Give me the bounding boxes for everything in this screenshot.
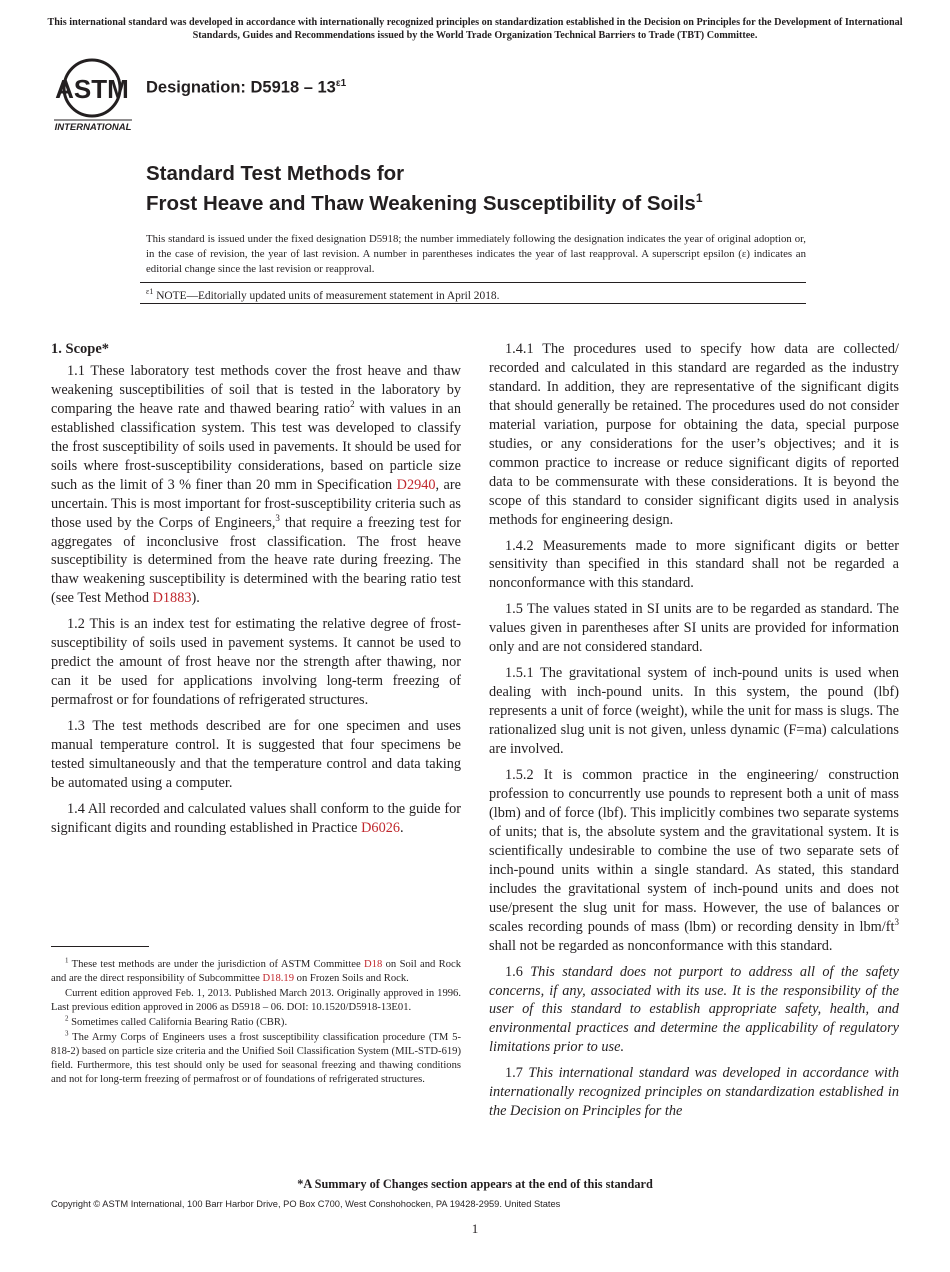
title-line-2-text: Frost Heave and Thaw Weakening Susceptibility of Soils: [146, 191, 696, 215]
page-number: 1: [471, 1221, 479, 1236]
text: , are uncertain. This is most important for frost-susceptibility criteria such as those used by the Corps of Engineers,: [51, 476, 461, 531]
footnote-number: 2: [65, 1014, 69, 1023]
note-rule-bottom: [140, 303, 806, 304]
text: on Soil and Rock and are the direct responsibility of Subcommittee: [51, 959, 461, 985]
footnote-number: 3: [65, 1029, 69, 1038]
footnote-ref-2: 2: [350, 399, 355, 410]
link-d6026[interactable]: D6026: [361, 819, 401, 836]
link-d18[interactable]: D18: [364, 959, 383, 970]
title-line-1: Standard Test Methods for: [146, 162, 405, 185]
paragraph-1-6: [489, 963, 899, 1058]
astm-logo: [52, 58, 136, 134]
paragraph-1-3: 1.3 The test methods described are for one specimen and uses manual temperature control. It is suggested that four specimens be tested simultaneously and that the temperature control and data taking be automated using a computer.: [51, 718, 461, 791]
title-line-2: [146, 186, 703, 216]
text: on Frozen Soils and Rock.: [294, 973, 409, 985]
note-rule-top: [140, 282, 806, 283]
footnote-3: [51, 1031, 461, 1087]
clause-number: 1.7: [505, 1065, 529, 1082]
paragraph-1-7: [489, 1064, 899, 1121]
edition-note: Current edition approved Feb. 1, 2013. Published March 2013. Originally approved in 1996. Last previous edition approved in 2006 as D5918 – 06. DOI: 10.1520/D5918-13E01.: [51, 988, 461, 1014]
text: The Army Corps of Engineers uses a frost susceptibility classification procedure (TM 5-818-2) based on particle size criteria and the Unified Soil Classification System (MIL-STD-619) field. Furthermore, this test should only be used for seasonal freezing and thawing conditions and not for long-term freezing of permafrost or of foundations of refrigerated structures.: [51, 1032, 461, 1086]
paragraph-1-4: [51, 800, 461, 838]
paragraph-1-2: 1.2 This is an index test for estimating the relative degree of frost-susceptibility of soils used in pavement systems. It cannot be used to predict the amount of frost heave nor the strength after thawing, nor can it be used for applications involving long-term freezing of permafrost or for foundations of refrigerated structures.: [51, 616, 461, 709]
logo-subtext: INTERNATIONAL: [54, 122, 132, 133]
editorial-note-text: NOTE—Editorially updated units of measurement statement in April 2018.: [153, 289, 500, 302]
issued-note: This standard is issued under the fixed designation D5918; the number immediately following the designation indicates the year of original adoption or, in the case of revision, the year of last revision. A number in parentheses indicates the year of last reapproval. A superscript epsilon (ε) indicates an editorial change since the last revision or reapproval.: [146, 233, 806, 275]
footnote-rule: [51, 946, 149, 947]
section-heading-scope: 1. Scope*: [51, 341, 109, 357]
designation-epsilon: ε1: [335, 78, 347, 89]
paragraph-1-5: 1.5 The values stated in SI units are to be regarded as standard. The values given in parentheses after SI units are provided for information only and are not considered standard.: [489, 601, 899, 656]
paragraph-1-4-2: 1.4.2 Measurements made to more significant digits or better sensitivity than specified in this standard shall not be regarded a nonconformance with this standard.: [489, 537, 899, 592]
logo-text: ASTM: [55, 74, 129, 104]
text: 1.4 All recorded and calculated values shall conform to the guide for significant digits and rounding established in Practice: [51, 800, 461, 836]
superscript-3: 3: [894, 916, 899, 927]
wto-statement: This international standard was developed in accordance with internationally recognized principles on standardization established in the Decision on Principles for the: [489, 1065, 899, 1120]
designation: [146, 78, 346, 98]
link-d1883[interactable]: D1883: [152, 590, 192, 607]
footnote-2: [51, 1016, 461, 1030]
text: These test methods are under the jurisdiction of ASTM Committee: [68, 959, 365, 970]
text: shall not be regarded as nonconformance with this standard.: [489, 937, 833, 954]
paragraph-1-5-1: 1.5.1 The gravitational system of inch-pound units is used when dealing with inch-pound units. In this system, the pound (lbf) represents a unit of force (weight), while the unit for mass is slugs. The rationalized slug unit is not given, unless dynamic (F=ma) calculations are involved.: [489, 665, 899, 758]
top-notice: This international standard was developed in accordance with internationally recognized principles on standardization established in the Decision on Principles for the Development of International Standards, Guides and Recommendations issued by the World Trade Organization Technical Barriers to Trade (TBT) Committee.: [47, 17, 903, 41]
clause-number: 1.6: [505, 963, 531, 980]
editorial-note: [146, 287, 499, 302]
paragraph-1-5-2: [489, 766, 899, 956]
page-title: [146, 161, 703, 216]
copyright: Copyright © ASTM International, 100 Barr Harbor Drive, PO Box C700, West Conshohocken, PA 19428-2959. United States: [51, 1199, 561, 1209]
footnote-number: 1: [65, 956, 69, 965]
link-d18-19[interactable]: D18.19: [262, 973, 295, 985]
text: with values in an established classification system. This test was developed to classify the frost susceptibility of soils used in pavements. It should be used for soils where frost-susceptibility considerations, based on particle size such as the limit of 3 % finer than 20 mm in Specification: [51, 400, 461, 493]
editorial-epsilon: ε1: [146, 287, 154, 296]
left-column: [51, 340, 461, 845]
text: that require a freezing test for aggregates of inconclusive frost classification. The frost heave susceptibility is determined from the heave rate during freezing. The thaw weakening susceptibility is determined with the bearing ratio test (see Test Method: [51, 514, 461, 607]
right-column: [489, 340, 899, 1128]
safety-statement: This standard does not purport to address all of the safety concerns, if any, associated with its use. It is the responsibility of the user of this standard to establish appropriate safety, health, and environmental practices and determine the applicability of regulatory limitations prior to use.: [489, 963, 899, 1056]
text: 1.1 These laboratory test methods cover the frost heave and thaw weakening susceptibilities of soil that is tested in the laboratory by comparing the heave rate and thawed bearing ratio: [51, 362, 461, 417]
footnote-1: [51, 958, 461, 986]
footnotes: [51, 958, 461, 1088]
paragraph-1-1: [51, 362, 461, 608]
title-footnote-ref: 1: [695, 191, 703, 205]
text: .: [400, 819, 404, 836]
text: 1.5.2 It is common practice in the engineering/ construction profession to concurrently use pounds to represent both a unit of mass (lbm) and of force (lbf). This implicitly combines two separate systems of units; that is, the absolute system and the gravitational system. It is scientifically undesirable to combine the use of two separate sets of inch-pound units within a single standard. As stated, this standard includes the gravitational system of inch-pound units and does not use/present the slug unit for mass. However, the use of balances or scales recording pounds of mass (lbm) or recording density in lbm/ft: [489, 767, 899, 935]
footnote-ref-3: 3: [275, 512, 280, 523]
text: Sometimes called California Bearing Ratio (CBR).: [68, 1017, 288, 1029]
text: ).: [191, 590, 200, 607]
designation-label: Designation: D5918 – 13: [146, 78, 336, 97]
link-d2940[interactable]: D2940: [396, 476, 436, 493]
paragraph-1-4-1: 1.4.1 The procedures used to specify how data are collected/ recorded and calculated in this standard are regarded as the industry standard. In addition, they are representative of the significant digits that should generally be retained. The procedures used do not consider material variation, purpose for obtaining the data, special purpose studies, or any considerations for the user’s objectives; and it is common practice to increase or reduce significant digits of reported data to be commensurate with these considerations. It is beyond the scope of this standard to consider significant digits used in analysis methods for engineering design.: [489, 341, 899, 528]
summary-of-changes-note: *A Summary of Changes section appears at the end of this standard: [297, 1177, 653, 1191]
